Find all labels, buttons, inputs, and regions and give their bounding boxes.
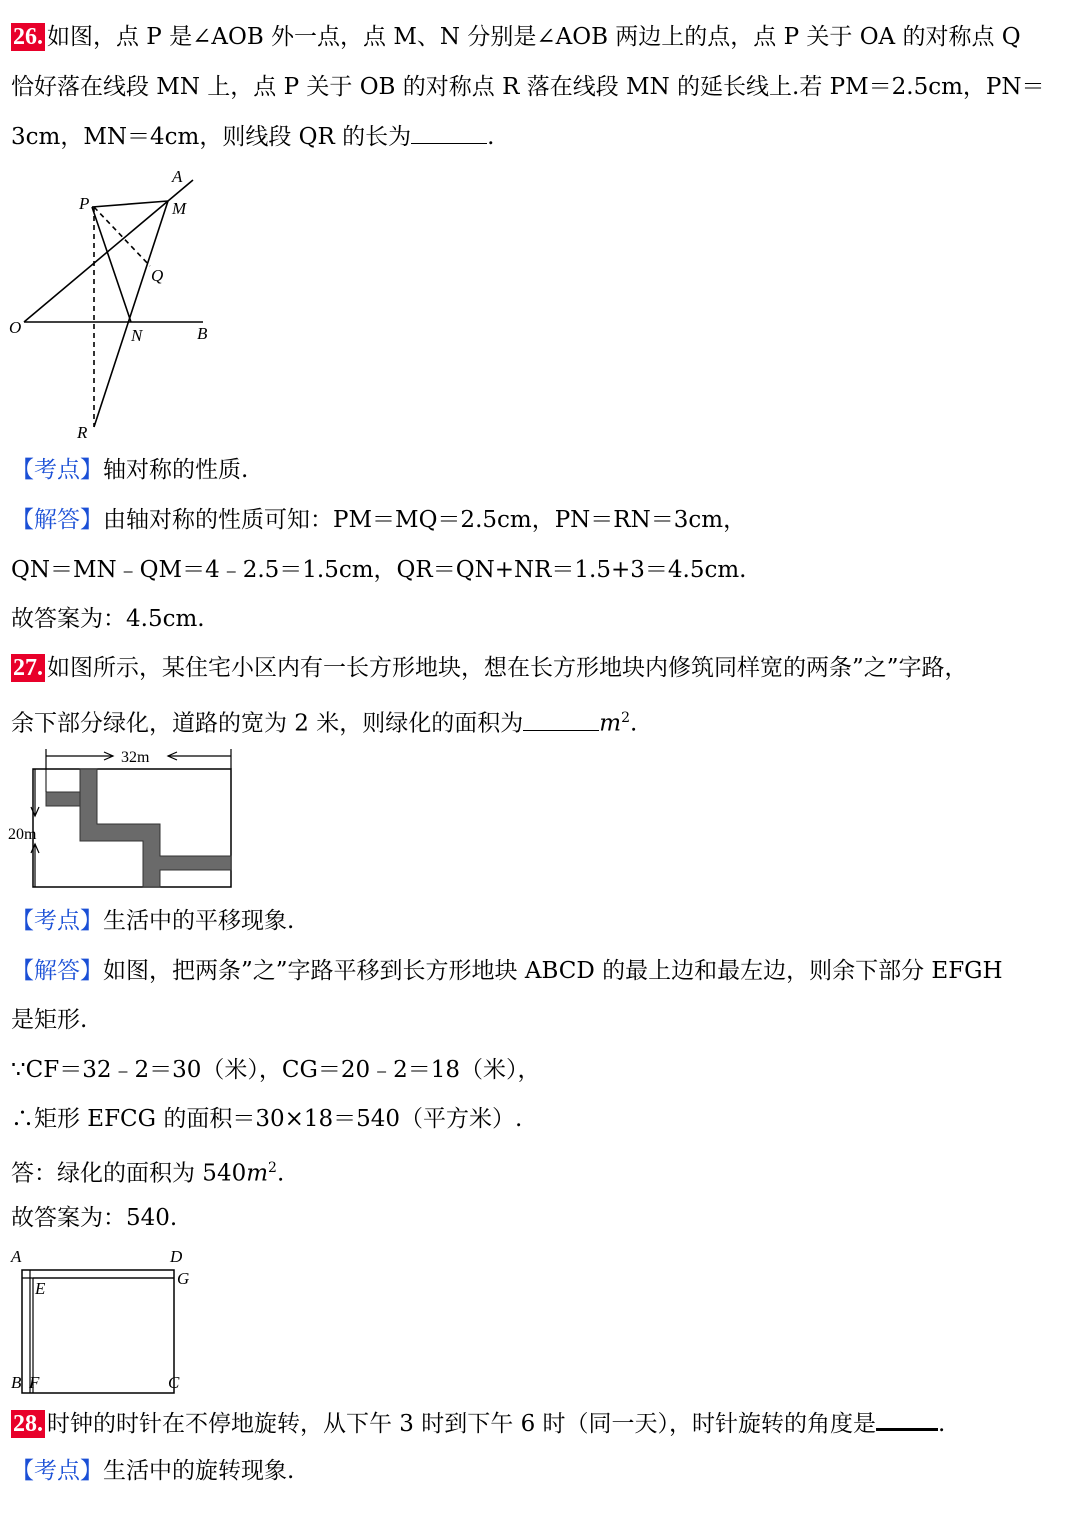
label-p: P bbox=[79, 194, 90, 213]
q28-number: 28. bbox=[13, 1411, 43, 1437]
label-g: G bbox=[177, 1269, 190, 1288]
q27-jieda-line-2: 是矩形. bbox=[11, 1007, 88, 1033]
q27-jieda-line-1: 【解答】如图，把两条”之”字路平移到长方形地块 ABCD 的最上边和最左边，则余下部分 EFGH bbox=[11, 958, 1003, 984]
segment-mr bbox=[94, 201, 168, 427]
q28-stem: 28. 时钟的时针在不停地旋转，从下午 3 时到下午 6 时（同一天），时针旋转的角度是 . bbox=[11, 1406, 1072, 1439]
label-q: Q bbox=[151, 266, 164, 285]
q26-answer: 故答案为：4.5cm. bbox=[11, 606, 205, 632]
q26-kaodian: 【考点】轴对称的性质. bbox=[11, 457, 249, 483]
label-b: B bbox=[11, 1373, 22, 1392]
q27-kaodian: 【考点】生活中的平移现象. bbox=[11, 908, 295, 934]
road-vertical-zigzag bbox=[80, 769, 231, 887]
label-m: M bbox=[172, 199, 187, 218]
width-label: 32m bbox=[121, 749, 150, 766]
label-r: R bbox=[77, 423, 88, 442]
q27-stem-line-2: 余下部分绿化，道路的宽为 2 米，则绿化的面积为 $m^2$. bbox=[11, 703, 1072, 739]
q27-figure-2 bbox=[0, 1245, 200, 1395]
label-n: N bbox=[131, 326, 143, 345]
answer-blank bbox=[523, 708, 599, 731]
label-o: O bbox=[9, 318, 22, 337]
q27-figure bbox=[0, 745, 240, 895]
q26-number: 26. bbox=[13, 24, 43, 50]
q28-kaodian: 【考点】生活中的旋转现象. bbox=[11, 1458, 295, 1484]
q26-stem-line-2: 恰好落在线段 MN 上，点 P 关于 OB 的对称点 R 落在线段 MN 的延长线上.若 PM＝2.5cm，PN＝ bbox=[11, 74, 1045, 100]
q27-stem-line-1: 27. 如图所示，某住宅小区内有一长方形地块，想在长方形地块内修筑同样宽的两条”之”字路， bbox=[13, 655, 968, 681]
segment-pm bbox=[92, 201, 168, 207]
answer-blank bbox=[876, 1406, 938, 1431]
q27-number: 27. bbox=[13, 655, 43, 681]
q26-jieda-line-2: QN＝MN﹣QM＝4﹣2.5＝1.5cm，QR＝QN+NR＝1.5+3＝4.5cm. bbox=[11, 557, 747, 583]
q27-answer-line: 答：绿化的面积为 $540m^2$. bbox=[11, 1160, 285, 1187]
label-d: D bbox=[170, 1247, 183, 1266]
q26-figure bbox=[0, 165, 220, 445]
answer-blank bbox=[411, 121, 487, 144]
q26-stem-line-3: 3cm，MN＝4cm，则线段 QR 的长为 . bbox=[11, 121, 1072, 152]
q26-stem-line-1: 26. 如图，点 P 是∠AOB 外一点，点 M、N 分别是∠AOB 两边上的点，点 P 关于 OA 的对称点 Q bbox=[13, 24, 1021, 50]
segment-pn bbox=[92, 207, 131, 322]
label-a: A bbox=[11, 1247, 22, 1266]
label-f: F bbox=[29, 1373, 40, 1392]
label-b: B bbox=[197, 324, 208, 343]
q26-jieda-line-1: 【解答】由轴对称的性质可知：PM＝MQ＝2.5cm，PN＝RN＝3cm， bbox=[11, 507, 747, 533]
label-c: C bbox=[168, 1373, 180, 1392]
height-label: 20m bbox=[8, 826, 37, 843]
q27-jieda-line-3: ∵CF＝32﹣2＝30（米），CG＝20﹣2＝18（米）， bbox=[11, 1057, 541, 1083]
q27-answer: 故答案为：540. bbox=[11, 1205, 178, 1231]
q27-jieda-line-4: ∴矩形 EFCG 的面积＝30×18＝540（平方米）. bbox=[11, 1106, 523, 1132]
label-a: A bbox=[172, 167, 183, 186]
road-horizontal-segment bbox=[46, 792, 80, 806]
label-e: E bbox=[35, 1279, 46, 1298]
